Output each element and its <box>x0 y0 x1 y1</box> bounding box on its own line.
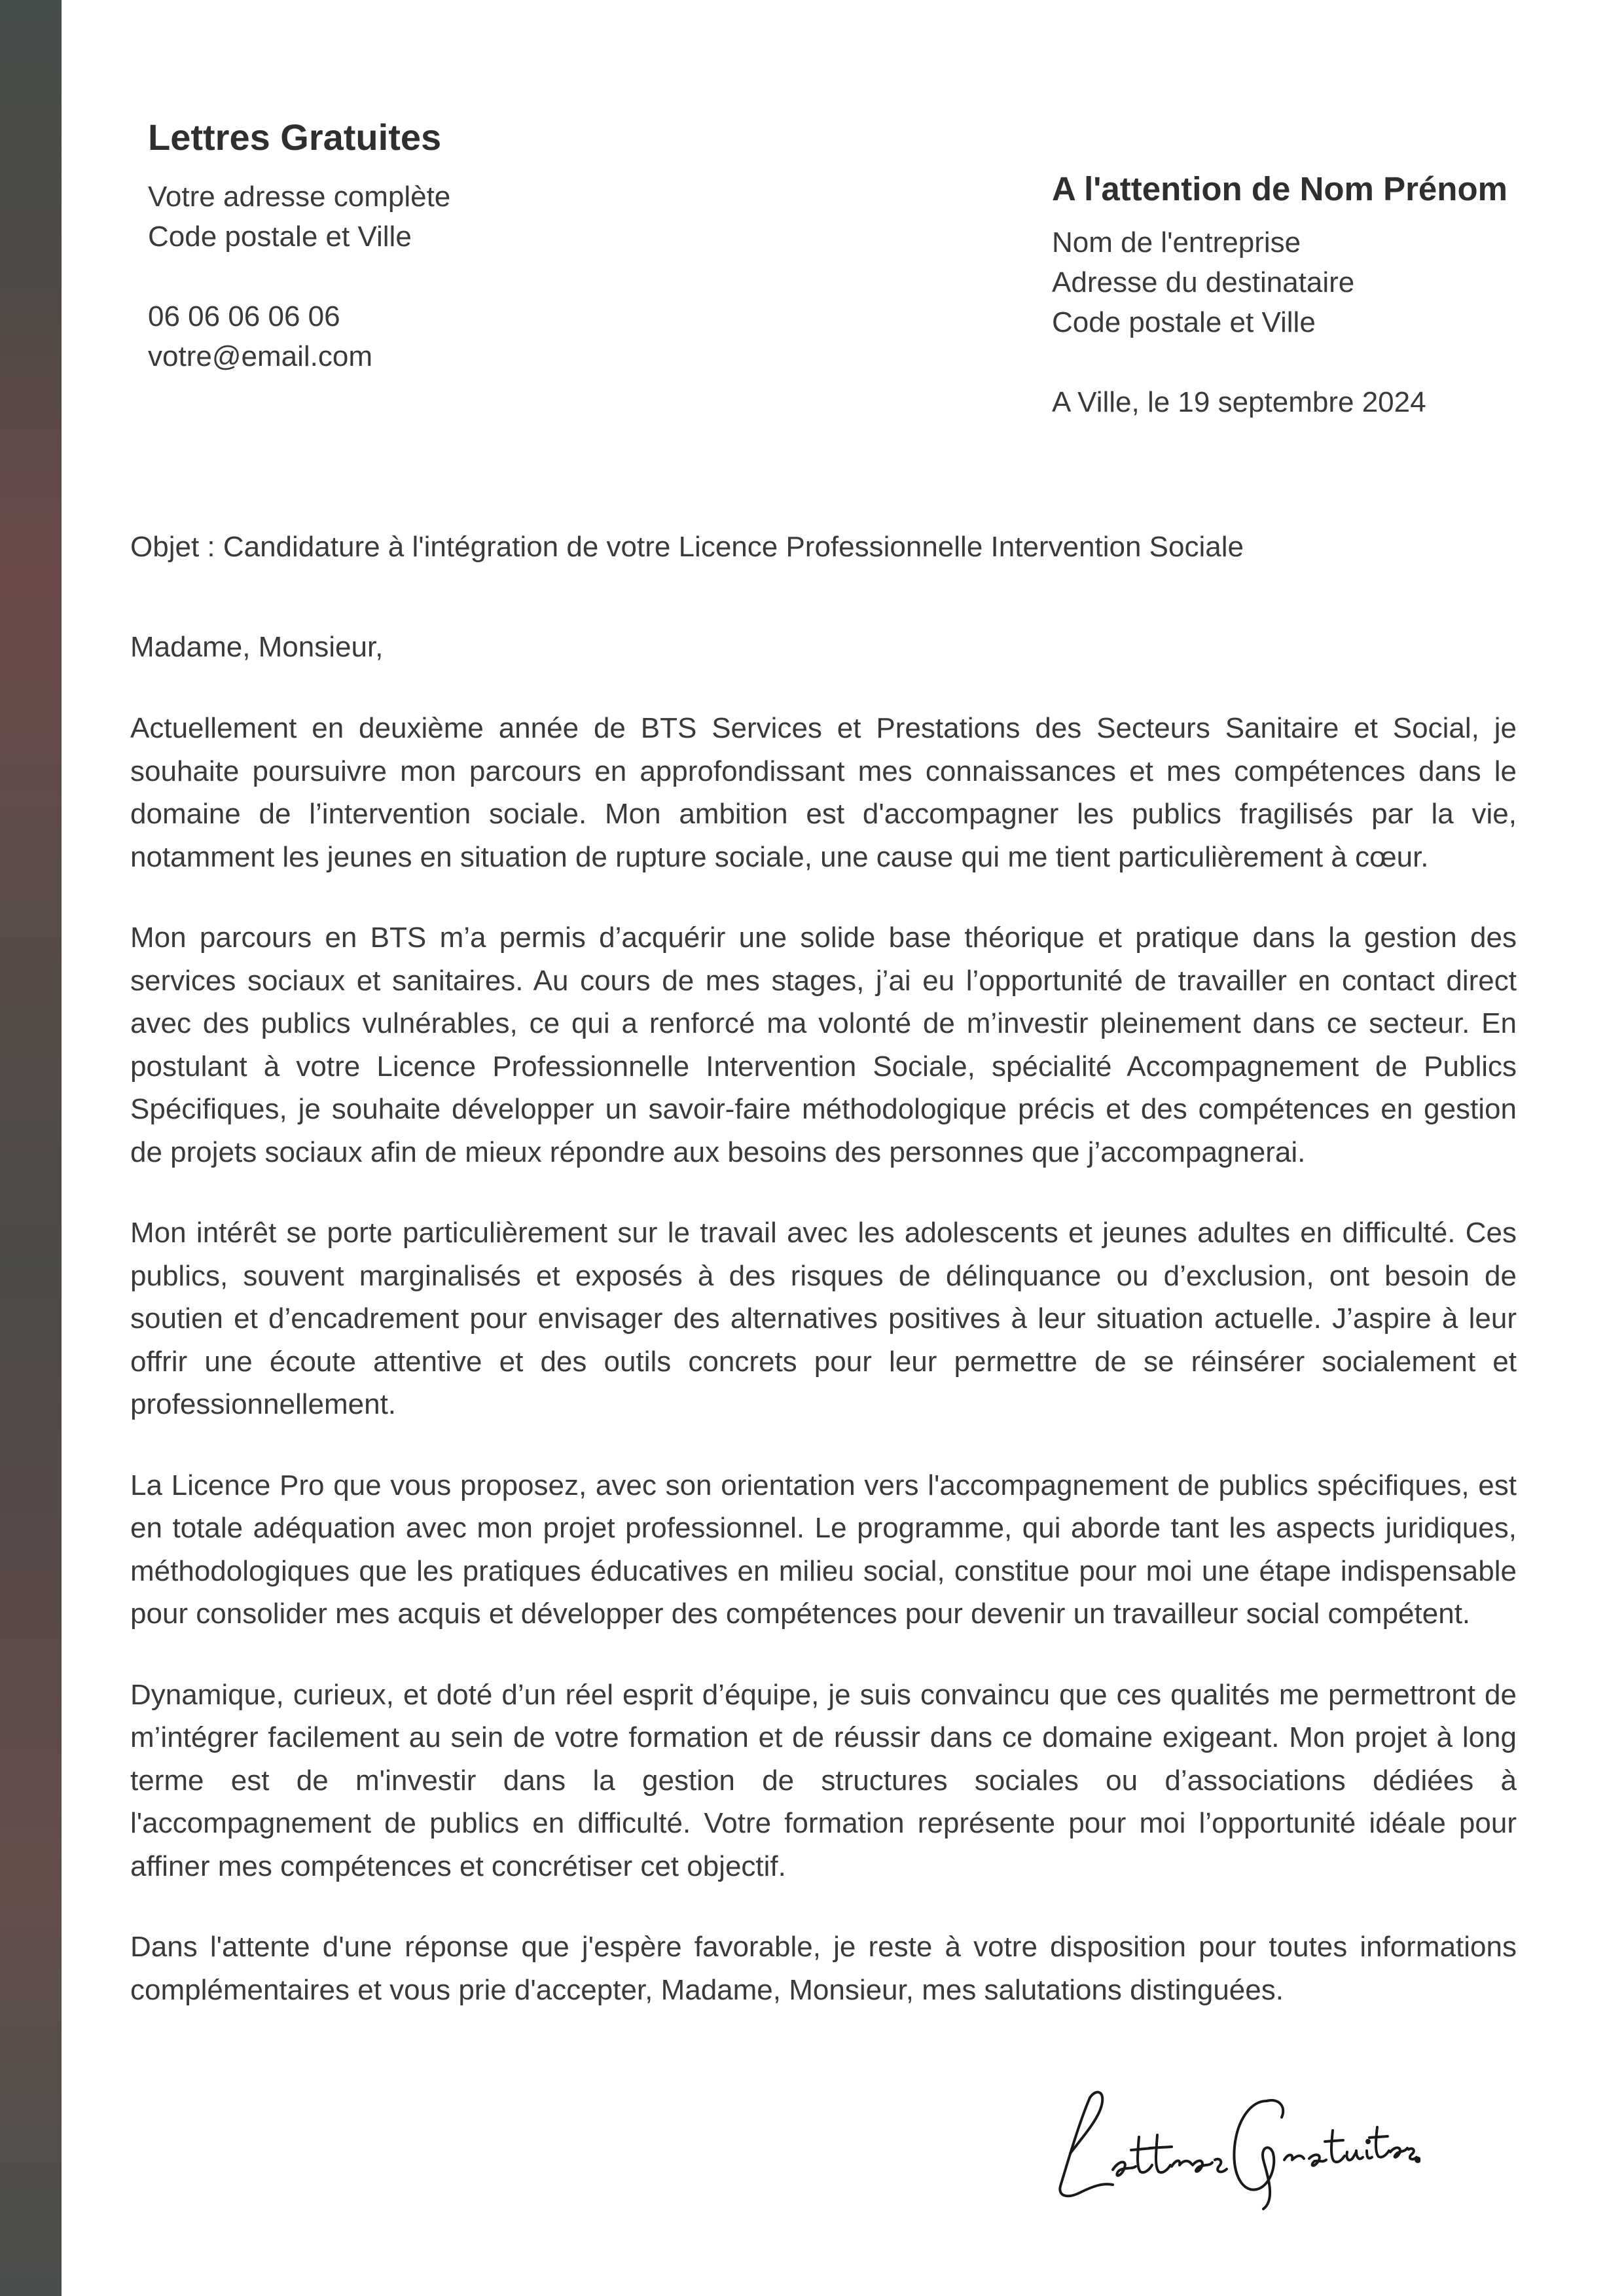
body-paragraph-1: Actuellement en deuxième année de BTS Services et Prestations des Secteurs Sanitaire et Social, je souhaite poursuivre mon parcours en approfondissant mes connaissances et mes compétences dans le domaine de l’intervention sociale. Mon ambition est d'accompagner les publics fragilisés par la vie, notamment les jeunes en situation de rupture sociale, une cause qui me tient particulièrement à cœur. <box>130 712 1517 873</box>
recipient-attention: A l'attention de Nom Prénom <box>1052 170 1507 207</box>
body-paragraph-2: Mon parcours en BTS m’a permis d’acquérir une solide base théorique et pratique dans la gestion des services sociaux et sanitaires. Au cours de mes stages, j’ai eu l’opportunité de travailler en contact direct avec des publics vulnérables, ce qui a renforcé ma volonté de m’investir pleinement dans ce secteur. En postulant à votre Licence Professionnelle Intervention Sociale, spécialité Accompagnement de Publics Spécifiques, je souhaite développer un savoir-faire méthodologique précis et des compétences en gestion de projets sociaux afin de mieux répondre aux besoins des personnes que j’accompagnerai. <box>130 922 1517 1168</box>
body-paragraph-6: Dans l'attente d'une réponse que j'espère favorable, je reste à votre disposition pour toutes informations complémentaires et vous prie d'accepter, Madame, Monsieur, mes salutations distinguées. <box>130 1931 1517 2006</box>
recipient-city: Code postale et Ville <box>1052 306 1316 338</box>
recipient-address: Adresse du destinataire <box>1052 266 1355 298</box>
handwritten-signature <box>1041 2062 1420 2212</box>
sender-address-line2: Code postale et Ville <box>148 221 412 253</box>
body-paragraph-5: Dynamique, curieux, et doté d’un réel esprit d’équipe, je suis convaincu que ces qualités me permettront de m’intégrer facilement au sein de votre formation et de réussir dans ce domaine exigeant. Mon projet à long terme est de m'investir dans la gestion de structures sociales ou d’associations dédiées à l'accompagnement de publics en difficulté. Votre formation représente pour moi l’opportunité idéale pour affiner mes compétences et concrétiser cet objectif. <box>130 1678 1517 1882</box>
sender-name: Lettres Gratuites <box>148 117 442 158</box>
sender-block <box>148 111 737 376</box>
body-paragraph-3: Mon intérêt se porte particulièrement sur le travail avec les adolescents et jeunes adultes en difficulté. Ces publics, souvent marginalisés et exposés à des risques de délinquance ou d’exclusion, ont besoin de soutien et d’encadrement pour envisager des alternatives positives à leur situation actuelle. J’aspire à leur offrir une écoute attentive et des outils concrets pour leur permettre de se réinsérer socialement et professionnellement. <box>130 1217 1517 1420</box>
sender-address-line1: Votre adresse complète <box>148 181 451 213</box>
letter-subject: Objet : Candidature à l'intégration de votre Licence Professionnelle Intervention Sociale <box>130 531 1244 563</box>
letter-salutation: Madame, Monsieur, <box>130 631 384 663</box>
recipient-company: Nom de l'entreprise <box>1052 226 1301 259</box>
sender-email: votre@email.com <box>148 340 372 372</box>
sender-phone: 06 06 06 06 06 <box>148 300 340 332</box>
recipient-block <box>1052 166 1589 422</box>
decorative-side-band <box>0 0 62 2296</box>
letter-date: A Ville, le 19 septembre 2024 <box>1052 386 1426 418</box>
body-paragraph-4: La Licence Pro que vous proposez, avec son orientation vers l'accompagnement de publics spécifiques, est en totale adéquation avec mon projet professionnel. Le programme, qui aborde tant les aspects juridiques, méthodologiques que les pratiques éducatives en milieu social, constitue pour moi une étape indispensable pour consolider mes acquis et développer des compétences pour devenir un travailleur social compétent. <box>130 1469 1517 1630</box>
letter-body <box>130 707 1517 2049</box>
